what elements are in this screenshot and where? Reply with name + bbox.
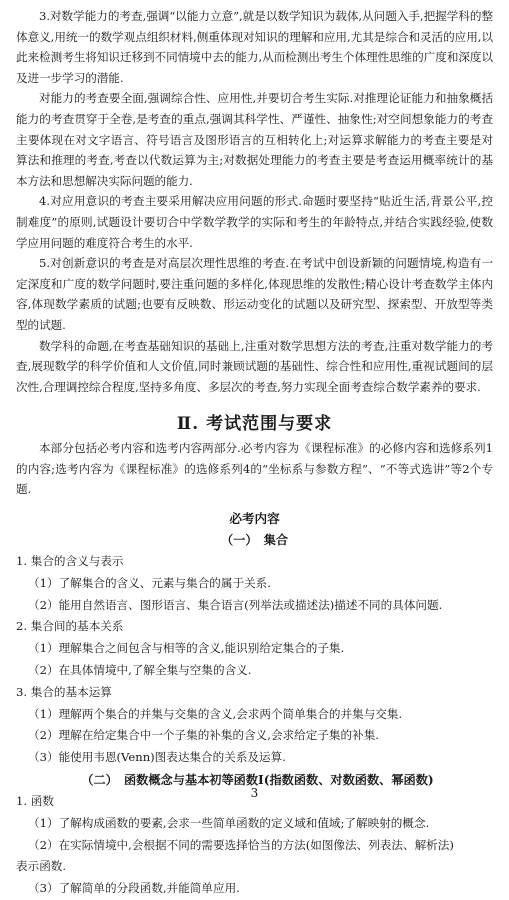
subitem: （3）了解简单的分段函数,并能简单应用. (28, 881, 240, 896)
paragraph-math-ability: 3.对数学能力的考查,强调“以能力立意”,就是以数学知识为载体,从问题入手,把握学科的整体意义,用统一的数学观点组织材料,侧重体现对知识的理解和应用,尤其是综合和灵活的应用,以此来检测考生将知识迁移到不同情境中去的能力,从而检测出考生个体理性思维的广度和深度以及进一步学习的潜能. (16, 9, 493, 85)
item-set-meaning: 1. 集合的含义与表示 (16, 554, 124, 569)
subitem: （2）在具体情境中,了解全集与空集的含义. (28, 663, 252, 678)
item-set-operations: 3. 集合的基本运算 (16, 684, 112, 699)
subitem: （1）了解构成函数的要素,会求一些简单函数的定义域和值域;了解映射的概念. (28, 815, 430, 830)
subitem: （3）能使用韦恩(Venn)图表达集合的关系及运算. (28, 750, 286, 765)
chapter-heading-functions: （二） 函数概念与基本初等函数Ⅰ(指数函数、对数函数、幂函数) (81, 773, 434, 788)
subitem: （2）能用自然语言、图形语言、集合语言(列举法或描述法)描述不同的具体问题. (28, 597, 443, 612)
page-number: 3 (250, 786, 259, 800)
subitem-continuation: 表示函数. (16, 859, 67, 874)
subitem: （1）理解集合之间包含与相等的含义,能识别给定集合的子集. (28, 641, 345, 656)
item-functions: 1. 函数 (16, 794, 54, 809)
section-intro: 本部分包括必考内容和选考内容两部分.必考内容为《课程标准》的必修内容和选修系列1的内容;选考内容为《课程标准》的选修系列4的“坐标系与参数方程”、“不等式选讲”等2个专题. (16, 441, 493, 497)
chapter-heading-sets: （一） 集合 (220, 533, 289, 548)
subitem: （1）了解集合的含义、元素与集合的属于关系. (28, 575, 271, 590)
section-heading: Ⅱ. 考试范围与要求 (176, 414, 333, 435)
subitem: （2）理解在给定集合中一个子集的补集的含义,会求给定子集的补集. (28, 728, 379, 743)
paragraph-innovation-awareness: 5.对创新意识的考查是对高层次理性思维的考查.在考试中创设新颖的问题情境,构造有一定深度和广度的数学问题时,要注重问题的多样化,体现思维的发散性;精心设计考查数学主体内容,体现数学素质的试题;也要有反映数、形运动变化的试题以及研究型、探索型、开放型等类型的试题. (16, 256, 493, 332)
subitem: （2）在实际情境中,会根据不同的需要选择恰当的方法(如图像法、列表法、解析法) (28, 837, 454, 852)
item-set-relations: 2. 集合间的基本关系 (16, 619, 124, 634)
subitem: （1）理解两个集合的并集与交集的含义,会求两个简单集合的并集与交集. (28, 706, 403, 721)
block-title: 必考内容 (229, 511, 280, 527)
paragraph-proposition-summary: 数学科的命题,在考查基础知识的基础上,注重对数学思想方法的考查,注重对数学能力的考查,展现数学的科学价值和人文价值,同时兼顾试题的基础性、综合性和应用性,重视试题间的层次性,合理调控综合程度,坚持多角度、多层次的考查,努力实现全面考查综合数学素养的要求. (16, 338, 493, 394)
paragraph-ability-assessment: 对能力的考查要全面,强调综合性、应用性,并要切合考生实际.对推理论证能力和抽象概括能力的考查贯穿于全卷,是考查的重点,强调其科学性、严谨性、抽象性;对空间想象能力的考查主要体现在对文字语言、符号语言及图形语言的互相转化上;对运算求解能力的考查主要是对算法和推理的考查,考查以代数运算为主;对数据处理能力的考查主要是考查运用概率统计的基本方法和思想解决实际问题的能力. (16, 91, 493, 188)
paragraph-application-awareness: 4.对应用意识的考查主要采用解决应用问题的形式.命题时要坚持“贴近生活,背景公平,控制难度”的原则,试题设计要切合中学数学教学的实际和考生的年龄特点,并结合实践经验,使数学应用问题的难度符合考生的水平. (16, 194, 493, 250)
